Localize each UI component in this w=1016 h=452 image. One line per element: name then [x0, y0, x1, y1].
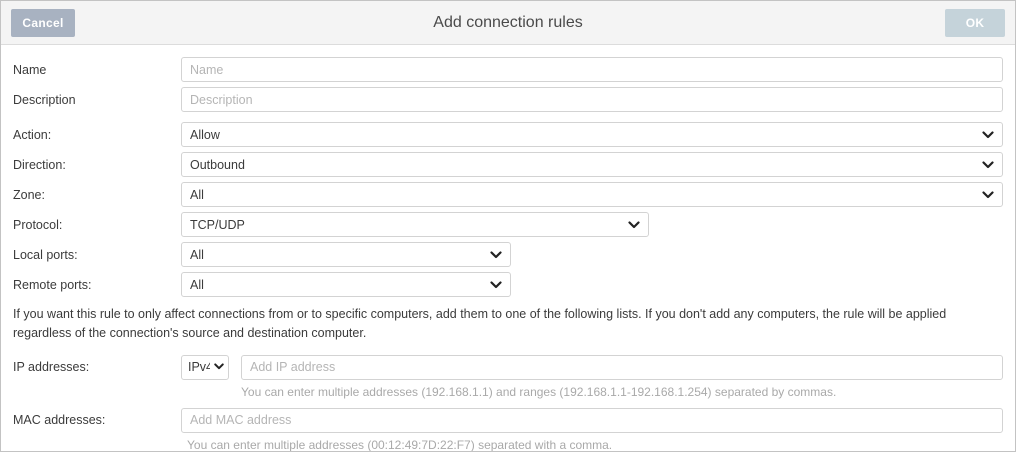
description-row	[13, 87, 1003, 112]
remote-ports-label: Remote ports:	[13, 277, 92, 292]
dialog-body	[1, 45, 1015, 452]
ip-address-input[interactable]	[241, 355, 1003, 380]
dialog-header	[1, 1, 1015, 45]
ip-addresses-hint: You can enter multiple addresses (192.168.1.1) and ranges (192.168.1.1-192.168.1.254) separated by commas.	[241, 384, 837, 399]
name-input[interactable]	[181, 57, 1003, 82]
name-row	[13, 57, 1003, 82]
mac-addresses-label: MAC addresses:	[13, 413, 106, 428]
mac-address-input[interactable]	[181, 408, 1003, 433]
direction-row	[13, 152, 1003, 177]
ip-addresses-label: IP addresses:	[13, 360, 90, 375]
remote-ports-row	[13, 272, 1003, 297]
local-ports-row	[13, 242, 1003, 267]
direction-select[interactable]	[181, 152, 1003, 177]
zone-row	[13, 182, 1003, 207]
zone-label: Zone:	[13, 187, 45, 202]
description-label: Description	[13, 92, 76, 107]
description-input[interactable]	[181, 87, 1003, 112]
specific-computers-note: If you want this rule to only affect connections from or to specific computers, add them to one of the following lists. If you don't add any computers, the rule will be applied regardless of the connection's source and destination computer.	[13, 307, 947, 341]
mac-addresses-row	[13, 408, 1003, 433]
ip-addresses-row	[13, 355, 1003, 380]
dialog-title: Add connection rules	[433, 13, 583, 31]
remote-ports-select[interactable]	[181, 272, 511, 297]
local-ports-select[interactable]	[181, 242, 511, 267]
zone-select[interactable]	[181, 182, 1003, 207]
protocol-select[interactable]	[181, 212, 649, 237]
ip-version-select[interactable]	[181, 355, 229, 380]
cancel-button[interactable]: Cancel	[11, 9, 75, 37]
action-label: Action:	[13, 127, 52, 142]
name-label: Name	[13, 62, 47, 77]
protocol-label: Protocol:	[13, 217, 63, 232]
local-ports-label: Local ports:	[13, 247, 78, 262]
action-select[interactable]	[181, 122, 1003, 147]
action-row	[13, 122, 1003, 147]
protocol-row	[13, 212, 1003, 237]
mac-addresses-hint: You can enter multiple addresses (00:12:49:7D:22:F7) separated with a comma.	[187, 437, 613, 452]
direction-label: Direction:	[13, 157, 66, 172]
ok-button[interactable]: OK	[945, 9, 1005, 37]
